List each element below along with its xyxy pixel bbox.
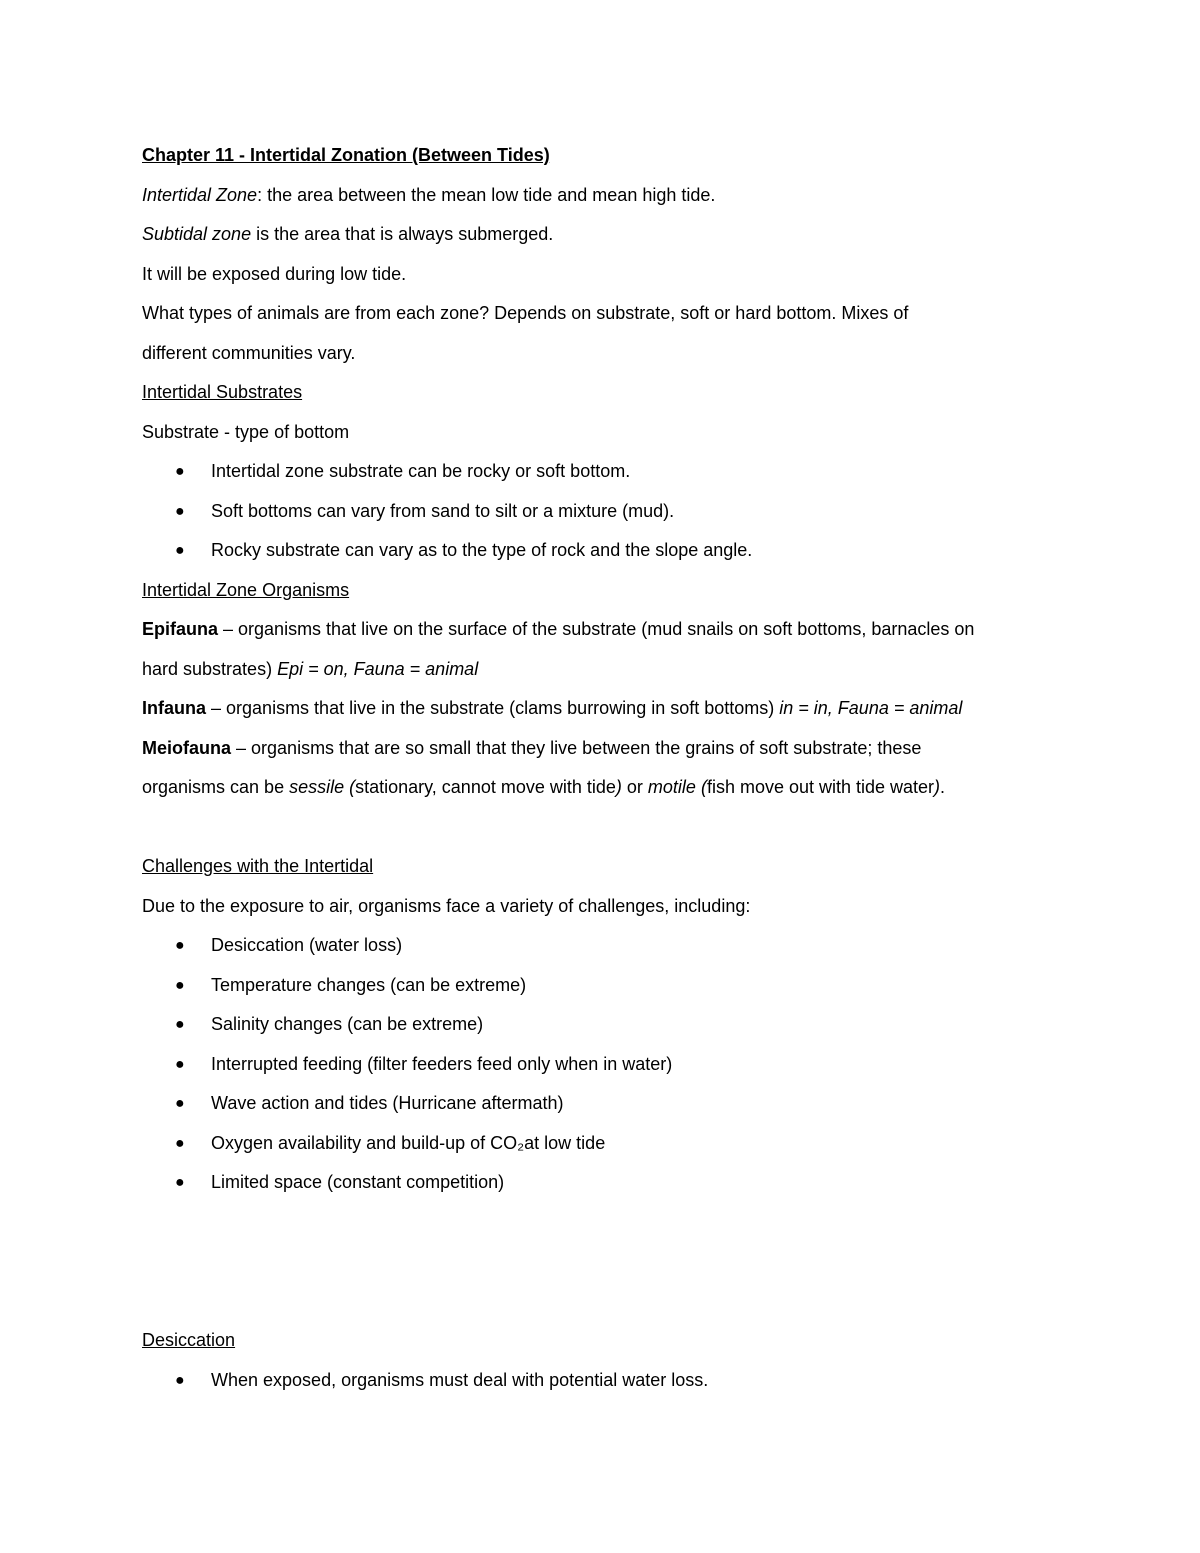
spacer bbox=[142, 1203, 1082, 1322]
list-item-text: Intertidal zone substrate can be rocky or soft bottom. bbox=[211, 461, 631, 481]
or-word: or bbox=[621, 777, 648, 797]
epifauna-line-1 bbox=[142, 610, 1082, 650]
sessile-def: stationary, cannot move with tide bbox=[355, 777, 616, 797]
challenges-intro: Due to the exposure to air, organisms face a variety of challenges, including: bbox=[142, 895, 751, 916]
section-heading-desiccation: Desiccation bbox=[142, 1330, 236, 1350]
list-item bbox=[142, 1124, 1082, 1164]
meiofauna-def-2: organisms can be bbox=[142, 777, 290, 797]
subtidal-zone-term: Subtidal zone bbox=[142, 224, 252, 244]
list-item bbox=[142, 531, 1082, 571]
list-item bbox=[142, 926, 1082, 966]
bullet-icon: ● bbox=[175, 937, 185, 954]
meiofauna-def-1: – organisms that are so small that they live between the grains of soft substrate; these bbox=[231, 737, 922, 758]
intertidal-zone-term: Intertidal Zone bbox=[142, 184, 258, 205]
bullet-icon: ● bbox=[175, 1134, 185, 1152]
list-item bbox=[142, 1163, 1082, 1203]
epifauna-etymology: Epi = on, Fauna = animal bbox=[277, 658, 479, 679]
list-item-text: Limited space (constant competition) bbox=[211, 1172, 505, 1192]
sessile-term: sessile ( bbox=[289, 777, 356, 797]
substrate-bullet-list bbox=[142, 452, 1082, 571]
epifauna-def-2: hard substrates) bbox=[142, 658, 278, 679]
bullet-icon: ● bbox=[175, 1095, 185, 1112]
bullet-icon: ● bbox=[175, 1055, 185, 1073]
intertidal-zone-def-text: : the area between the mean low tide and mean high tide. bbox=[257, 184, 716, 205]
list-item bbox=[142, 452, 1082, 492]
bullet-icon: ● bbox=[175, 976, 185, 994]
animal-types-line-2: different communities vary. bbox=[142, 342, 356, 363]
list-item-text: Rocky substrate can vary as to the type of rock and the slope angle. bbox=[211, 540, 753, 560]
infauna-etymology: in = in, Fauna = animal bbox=[779, 698, 963, 718]
epifauna-term: Epifauna bbox=[142, 619, 219, 639]
motile-term: motile ( bbox=[647, 777, 707, 797]
spacer bbox=[142, 808, 1082, 848]
meiofauna-line-1 bbox=[142, 729, 1082, 769]
exposed-sentence: It will be exposed during low tide. bbox=[142, 263, 407, 284]
motile-def: fish move out with tide water bbox=[706, 777, 935, 797]
list-item-text: Interrupted feeding (filter feeders feed only when in water) bbox=[211, 1053, 673, 1074]
animal-types-line-1: What types of animals are from each zone? Depends on substrate, soft or hard bottom. Mixes of bbox=[142, 303, 909, 323]
bullet-icon: ● bbox=[175, 502, 185, 520]
list-item-text: When exposed, organisms must deal with potential water loss. bbox=[211, 1369, 709, 1390]
bullet-icon: ● bbox=[175, 1174, 185, 1191]
document-page bbox=[142, 136, 1082, 1400]
list-item-text: Desiccation (water loss) bbox=[211, 935, 403, 955]
subtidal-zone-definition bbox=[142, 215, 1082, 255]
bullet-icon: ● bbox=[175, 1016, 185, 1033]
desiccation-bullet-list bbox=[142, 1361, 1082, 1401]
list-item bbox=[142, 1361, 1082, 1401]
section-heading-challenges: Challenges with the Intertidal bbox=[142, 856, 374, 876]
intertidal-zone-definition bbox=[142, 176, 1082, 216]
meiofauna-term: Meiofauna bbox=[142, 737, 232, 758]
infauna-line bbox=[142, 689, 1082, 729]
chapter-title: Chapter 11 - Intertidal Zonation (Between Tides) bbox=[142, 145, 550, 165]
sessile-close-paren: ) bbox=[615, 777, 622, 797]
list-item-text: Wave action and tides (Hurricane aftermath) bbox=[211, 1093, 564, 1113]
section-heading-organisms: Intertidal Zone Organisms bbox=[142, 579, 350, 600]
substrate-definition: Substrate - type of bottom bbox=[142, 421, 350, 442]
sentence-period: . bbox=[940, 777, 946, 797]
list-item-text: Oxygen availability and build-up of CO₂at low tide bbox=[211, 1132, 606, 1153]
list-item bbox=[142, 966, 1082, 1006]
motile-close-paren: ) bbox=[934, 777, 941, 797]
list-item bbox=[142, 1084, 1082, 1124]
subtidal-zone-def-text: is the area that is always submerged. bbox=[251, 224, 554, 244]
list-item bbox=[142, 1045, 1082, 1085]
list-item-text: Soft bottoms can vary from sand to silt or a mixture (mud). bbox=[211, 500, 675, 521]
list-item-text: Temperature changes (can be extreme) bbox=[211, 974, 527, 995]
list-item-text: Salinity changes (can be extreme) bbox=[211, 1014, 484, 1034]
bullet-icon: ● bbox=[175, 542, 185, 559]
challenges-bullet-list bbox=[142, 926, 1082, 1203]
bullet-icon: ● bbox=[175, 463, 185, 480]
section-heading-substrates: Intertidal Substrates bbox=[142, 382, 303, 402]
infauna-term: Infauna bbox=[142, 698, 207, 718]
list-item bbox=[142, 1005, 1082, 1045]
list-item bbox=[142, 492, 1082, 532]
meiofauna-line-2 bbox=[142, 768, 1082, 808]
epifauna-def-1: – organisms that live on the surface of the substrate (mud snails on soft bottoms, barnacles on bbox=[218, 619, 975, 639]
epifauna-line-2 bbox=[142, 650, 1082, 690]
bullet-icon: ● bbox=[175, 1371, 185, 1389]
infauna-def: – organisms that live in the substrate (clams burrowing in soft bottoms) bbox=[206, 698, 780, 718]
